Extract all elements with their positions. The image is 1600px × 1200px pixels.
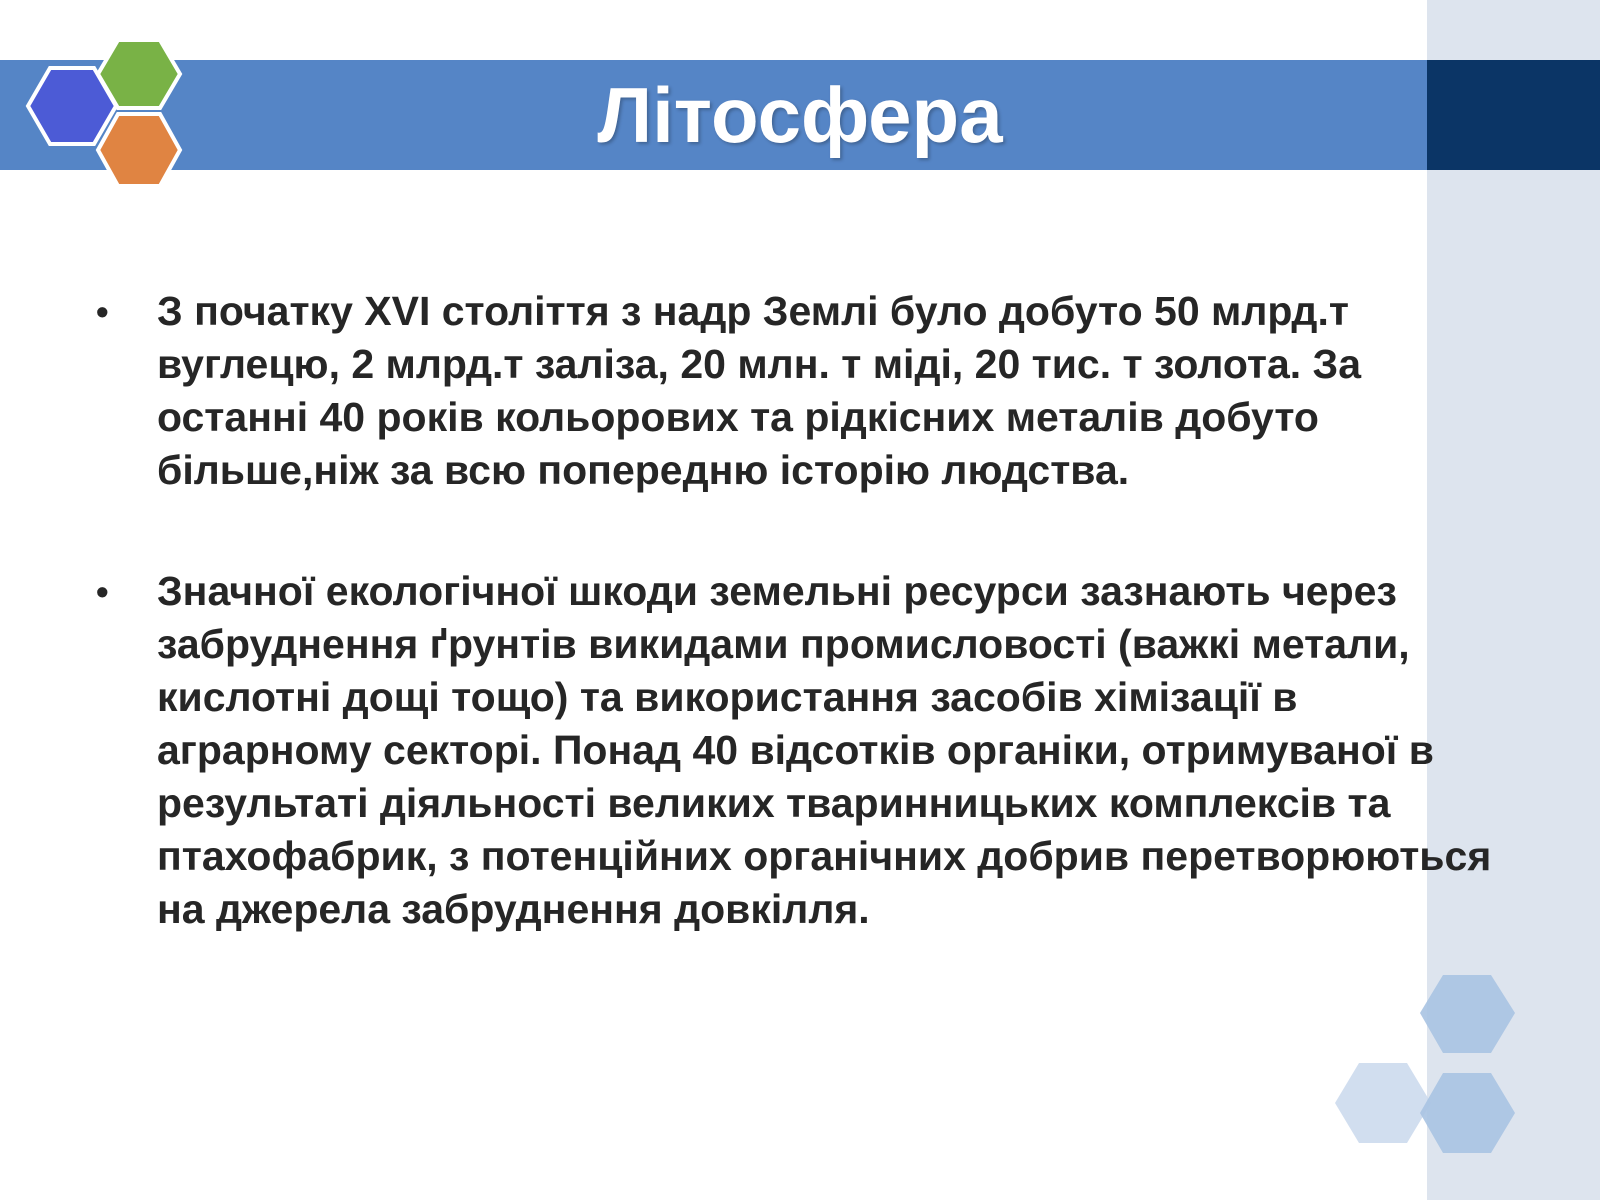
hexagon-decoration-icon xyxy=(1335,975,1600,1200)
bullet-text: Значної екологічної шкоди земельні ресурси зазнають через забруднення ґрунтів викидами промисловості (важкі метали, кислотні дощі тощо) та використання засобів хімізації в аграрному секторі. Понад 40 відсотків органіки, отримуваної в результаті діяльності великих тваринницьких комплексів та птахофабрик, з потенційних органічних добрив перетворюються на джерела забруднення довкілля. xyxy=(157,568,1492,932)
title-band-accent xyxy=(1427,60,1600,170)
bullet-item xyxy=(92,565,1502,936)
green-hexagon-icon xyxy=(98,40,180,108)
bullet-item xyxy=(92,285,1502,497)
slide-title: Літосфера xyxy=(597,71,1003,159)
bullet-marker: • xyxy=(96,571,109,612)
bullet-list xyxy=(92,285,1502,936)
bullet-text: З початку XVI століття з надр Землі було добуто 50 млрд.т вуглецю, 2 млрд.т заліза, 20 млн. т міді, 20 тис. т золота. За останні 40 років кольорових та рідкісних металів добуто більше,ніж за всю попередню історію людства. xyxy=(157,288,1362,493)
hexagon-logo-icon xyxy=(18,36,193,196)
orange-hexagon-icon xyxy=(98,114,180,186)
bullet-marker: • xyxy=(96,291,109,332)
